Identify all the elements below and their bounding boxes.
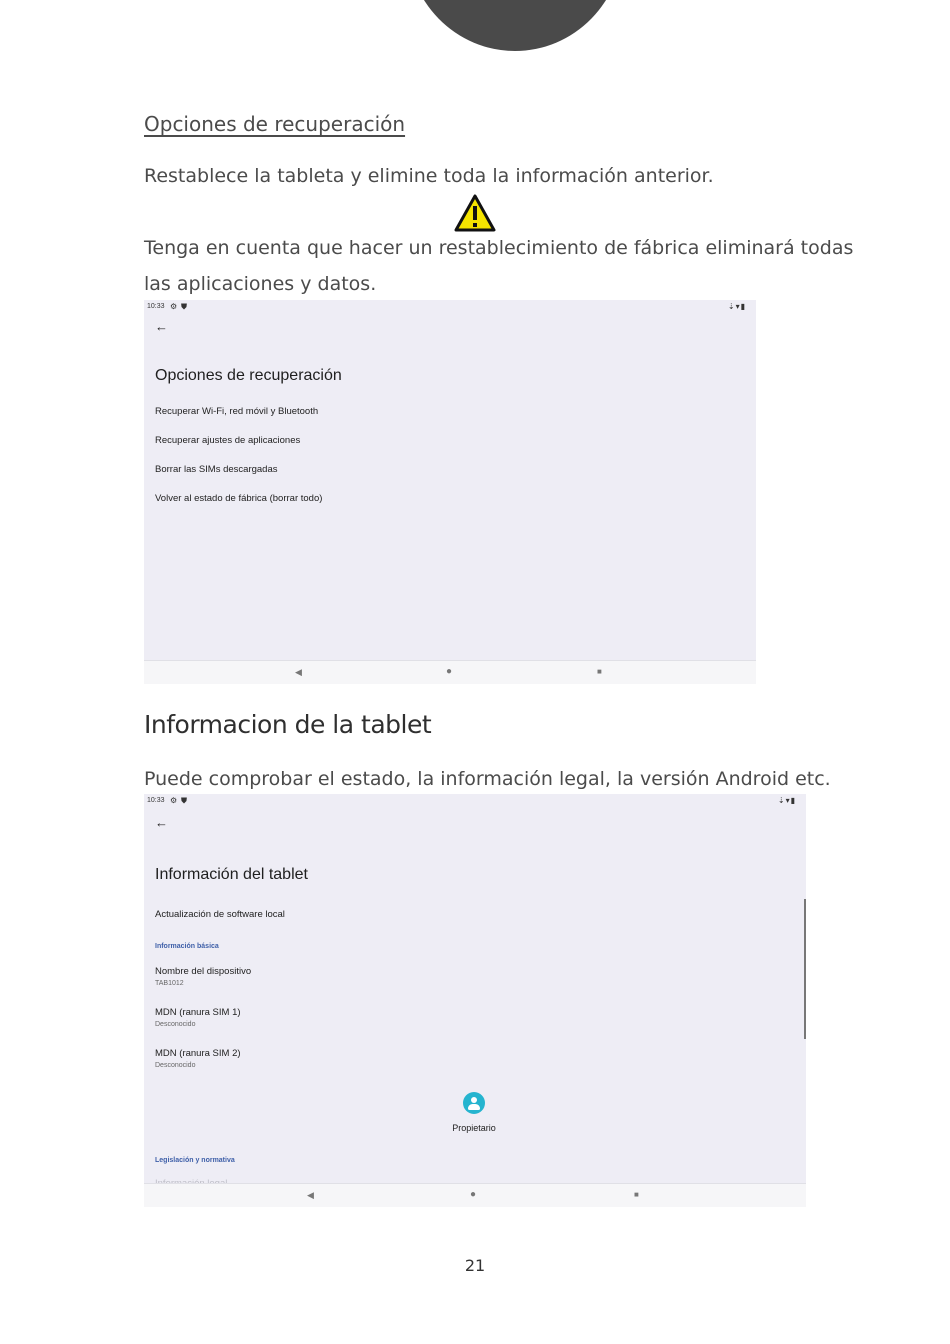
tablet-info-heading: Informacion de la tablet <box>144 710 432 739</box>
shield-icon: ⛊ <box>181 302 187 311</box>
arrow-left-icon[interactable]: ← <box>155 319 168 334</box>
owner-avatar-icon[interactable] <box>463 1092 485 1114</box>
mdn-sim1-item[interactable]: MDN (ranura SIM 1) <box>155 1007 241 1018</box>
basic-info-section-label: Información básica <box>155 943 219 950</box>
warning-text-line-1: Tenga en cuenta que hacer un restablecimiento de fábrica eliminará todas <box>144 237 854 259</box>
tablet-info-screenshot <box>144 794 806 1207</box>
factory-reset-item[interactable]: Volver al estado de fábrica (borrar todo) <box>155 493 323 504</box>
mdn-sim2-item[interactable]: MDN (ranura SIM 2) <box>155 1048 241 1059</box>
device-name-item[interactable]: Nombre del dispositivo <box>155 966 252 977</box>
recovery-options-screenshot <box>144 300 756 684</box>
navigation-bar <box>144 1183 806 1207</box>
recover-network-item[interactable]: Recuperar Wi-Fi, red móvil y Bluetooth <box>155 406 319 417</box>
recovery-description: Restablece la tableta y elimine toda la información anterior. <box>144 165 714 187</box>
legal-section-label: Legislación y normativa <box>155 1157 235 1164</box>
shield-icon: ⛊ <box>181 796 187 805</box>
mdn-sim1-value: Desconocido <box>155 1021 196 1028</box>
owner-label[interactable]: Propietario <box>452 1123 496 1133</box>
page-header-tab <box>407 0 623 51</box>
warning-triangle-icon <box>454 194 496 232</box>
screen-title: Información del tablet <box>155 866 308 883</box>
arrow-left-icon[interactable]: ← <box>155 815 168 830</box>
status-time: 10:33 <box>147 303 165 310</box>
status-time: 10:33 <box>147 797 165 804</box>
mdn-sim2-value: Desconocido <box>155 1062 196 1069</box>
wifi-battery-icon: ⇣▾▮ <box>777 796 796 805</box>
recover-app-settings-item[interactable]: Recuperar ajustes de aplicaciones <box>155 435 301 446</box>
nav-recents-icon[interactable]: ■ <box>597 667 602 676</box>
warning-text-line-2: las aplicaciones y datos. <box>144 273 377 295</box>
navigation-bar <box>144 660 756 684</box>
scrollbar[interactable] <box>804 899 806 1039</box>
erase-sims-item[interactable]: Borrar las SIMs descargadas <box>155 464 278 475</box>
screen-title: Opciones de recuperación <box>155 367 342 384</box>
page-number: 21 <box>464 1256 486 1275</box>
nav-home-icon[interactable]: ● <box>470 1189 477 1200</box>
status-bar <box>144 300 756 314</box>
tablet-info-description: Puede comprobar el estado, la información legal, la versión Android etc. <box>144 768 831 790</box>
status-bar <box>144 794 806 808</box>
gear-icon: ⚙ <box>170 796 178 805</box>
recovery-subheading: Opciones de recuperación <box>144 112 406 136</box>
nav-back-icon[interactable]: ◀ <box>307 1190 314 1200</box>
nav-recents-icon[interactable]: ■ <box>634 1190 639 1199</box>
wifi-battery-icon: ⇣▾▮ <box>727 302 746 311</box>
gear-icon: ⚙ <box>170 302 178 311</box>
software-update-item[interactable]: Actualización de software local <box>155 909 285 920</box>
nav-home-icon[interactable]: ● <box>446 666 453 677</box>
device-name-value: TAB1012 <box>155 980 184 987</box>
nav-back-icon[interactable]: ◀ <box>295 667 302 677</box>
